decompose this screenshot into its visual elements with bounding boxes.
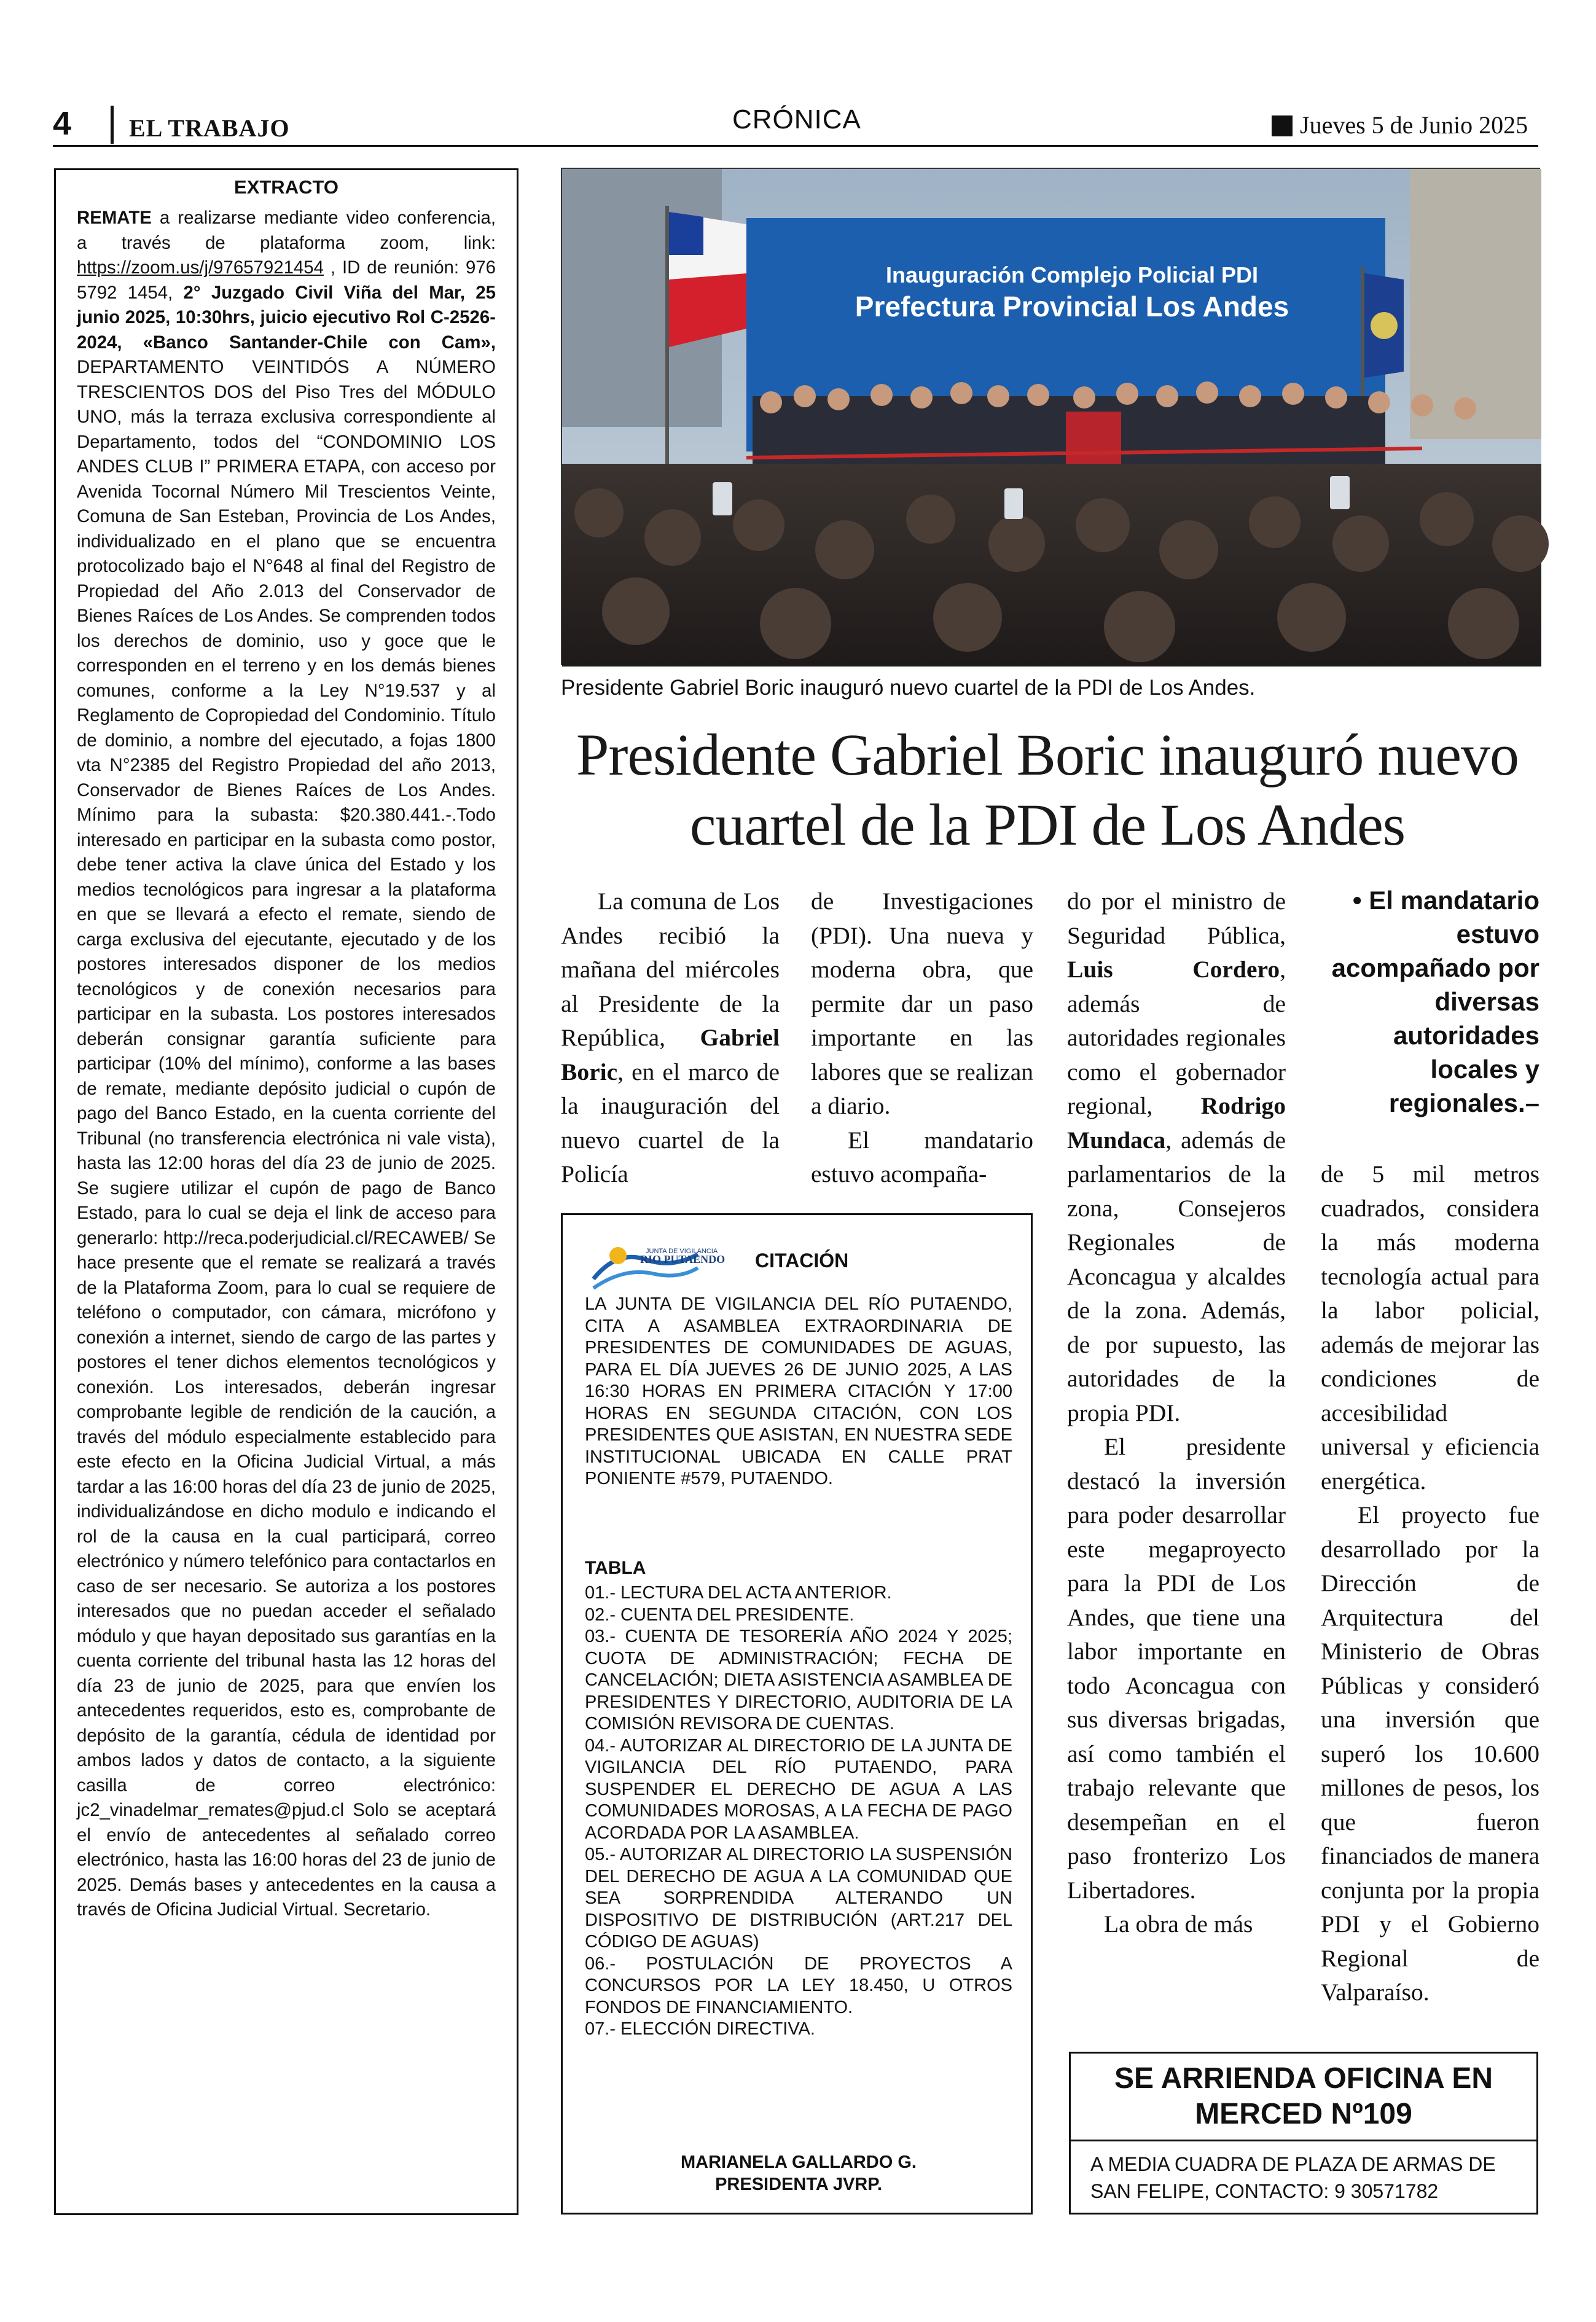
tabla-title: TABLA (585, 1558, 646, 1578)
crowd (562, 464, 1541, 666)
col3-text-e: , además de parlamentarios de la zona, Consejeros Regionales de Aconcagua y alcaldes de la zona. Además, de por supuesto, las autoridades de la propia PDI. (1067, 1126, 1286, 1426)
name-luis-cordero: Luis Cordero (1067, 956, 1280, 983)
remate-word: REMATE (77, 208, 152, 228)
header-divider (111, 106, 114, 144)
extracto-court-info: 2° Juzgado Civil Viña del Mar, 25 junio 2025, 10:30hrs, juicio ejecutivo Rol C-2526-2024, «Banco Santander-Chile con Cam», (77, 282, 496, 353)
extracto-notice (54, 168, 518, 2215)
extracto-text-1: a realizarse mediante video conferencia, a través de plataforma zoom, link: (77, 208, 496, 253)
tabla-list (585, 1582, 1012, 2041)
issue-date: Jueves 5 de Junio 2025 (1300, 111, 1528, 139)
zoom-link[interactable]: https://zoom.us/j/97657921454 (77, 257, 324, 278)
article-column-2 (811, 885, 1033, 1192)
citacion-signature (585, 2151, 1012, 2195)
article-headline (553, 720, 1542, 860)
newspaper-name: EL TRABAJO (129, 114, 290, 142)
page-number: 4 (53, 105, 72, 142)
banner-text-2: Prefectura Provincial Los Andes (855, 291, 1289, 322)
office-rent-ad (1069, 2052, 1538, 2214)
col1-text-a: La comuna de Los Andes recibió la mañana del miércoles al Presidente de la República, (561, 888, 780, 1051)
tabla-item: 05.- AUTORIZAR AL DIRECTORIO LA SUSPENSIÓN DEL DERECHO DE AGUA A LA COMUNIDAD QUE SEA SORPRENDIDA ALTERANDO UN DISPOSITIVO DE DISTRIBUCIÓN (ART.217 DEL CÓDIGO DE AGUAS) (585, 1845, 1012, 1952)
tabla-item: 02.- CUENTA DEL PRESIDENTE. (585, 1605, 855, 1625)
extracto-body (77, 206, 496, 1923)
tabla-item: 07.- ELECCIÓN DIRECTIVA. (585, 2019, 815, 2039)
headline-line-1: Presidente Gabriel Boric inauguró nuevo (576, 722, 1519, 788)
article-column-4 (1321, 1157, 1539, 2010)
header-rule (53, 145, 1538, 147)
tabla-item: 04.- AUTORIZAR AL DIRECTORIO DE LA JUNTA DE VIGILANCIA DEL RÍO PUTAENDO, PARA SUSPENDER EL DERECHO DE AGUA A LAS COMUNIDADES MOROSAS, A LA FECHA DE PAGO ACORDADA POR LA ASAMBLEA. (585, 1735, 1012, 1843)
citacion-notice (561, 1213, 1033, 2214)
col3-text-c: , además de autoridades regionales como el gobernador regional, (1067, 956, 1286, 1119)
extracto-text-2: , ID de reunión: 976 5792 1454, (77, 257, 496, 303)
ad-divider (1071, 2140, 1536, 2141)
col3-text-a: do por el ministro de Seguridad Pública, (1067, 888, 1286, 949)
citacion-title: CITACIÓN (755, 1249, 849, 1272)
tabla-item: 06.- POSTULACIÓN DE PROYECTOS A CONCURSOS POR LA LEY 18.450, U OTROS FONDOS DE FINANCIAMIENTO. (585, 1953, 1012, 2017)
col2-paragraph-1: de Investigaciones (PDI). Una nueva y moderna obra, que permite dar un paso importante en las labores que se realizan a diario. (811, 888, 1033, 1119)
article-column-1 (561, 885, 780, 1192)
photo-illustration (562, 169, 1541, 666)
name-rodrigo-mundaca: Rodrigo Mundaca (1067, 1092, 1286, 1154)
col2-paragraph-2: El mandatario estuvo acompaña- (811, 1126, 1033, 1187)
ad-contact-text: A MEDIA CUADRA DE PLAZA DE ARMAS DE SAN FELIPE, CONTACTO: 9 30571782 (1090, 2153, 1496, 2202)
article-blurb: • El mandatario estuvo acompañado por diversas autoridades locales y regionales.– (1331, 886, 1539, 1117)
signatory-role: PRESIDENTA JVRP. (715, 2175, 882, 2194)
logo-small-text: JUNTA DE VIGILANCIA (646, 1248, 718, 1255)
col4-paragraph-1: de 5 mil metros cuadrados, considera la más moderna tecnología actual para la labor policial, además de mejorar las condiciones de accesibilidad universal y eficiencia energética. (1321, 1160, 1539, 1495)
article-column-3 (1067, 885, 1286, 1942)
date-square-icon (1272, 115, 1293, 136)
citacion-intro: LA JUNTA DE VIGILANCIA DEL RÍO PUTAENDO, CITA A ASAMBLEA EXTRAORDINARIA DE PRESIDENTES DE COMUNIDADES DE AGUAS, PARA EL DÍA JUEVES 26 DE JUNIO 2025, A LAS 16:30 HORAS EN PRIMERA CITACIÓN Y 17:00 HORAS EN SEGUNDA CITACIÓN, CON LOS PRESIDENTES QUE ASISTAN, EN NUESTRA SEDE INSTITUCIONAL UBICADA EN CALLE PRAT PONIENTE #579, PUTAENDO. (585, 1294, 1012, 1488)
news-photo (561, 168, 1540, 665)
col1-text-c: , en el marco de la inauguración del nuevo cuartel de la Policía (561, 1058, 780, 1187)
photo-caption: Presidente Gabriel Boric inauguró nuevo cuartel de la PDI de Los Andes. (561, 676, 1256, 700)
section-name: CRÓNICA (732, 104, 861, 135)
col4-paragraph-2: El proyecto fue desarrollado por la Dirección de Arquitectura del Ministerio de Obras Públicas y consideró una inversión que superó los 10.600 millones de pesos, los que fueron financiados de manera conjunta por la propia PDI y el Gobierno Regional de Valparaíso. (1321, 1501, 1539, 2006)
tabla-item: 01.- LECTURA DEL ACTA ANTERIOR. (585, 1583, 892, 1603)
logo-text: RIO PUTAENDO (640, 1253, 726, 1265)
ad-title: SE ARRIENDA OFICINA EN MERCED Nº109 (1114, 2062, 1493, 2130)
extracto-title: EXTRACTO (234, 176, 338, 198)
extracto-text-3: DEPARTAMENTO VEINTIDÓS A NÚMERO TRESCIENTOS DOS del Piso Tres del MÓDULO UNO, más la terraza exclusiva correspondiente al Departamento, todos del “CONDOMINIO LOS ANDES CLUB I” PRIMERA ETAPA, con acceso por Avenida Tocornal Número Mil Trescientos Veinte, Comuna de San Esteban, Provincia de Los Andes, individualizado en el plano que se encuentra protocolizado bajo el N°648 al final del Registro de Propiedad del Año 2.013 del Conservador de Bienes Raíces de Los Andes. Se comprenden todos los derechos de dominio, uso y goce que le corresponden en el terreno y en los demás bienes comunes, conforme a la Ley N°19.537 y al Reglamento de Copropiedad del Condominio. Título de dominio, a nombre del ejecutado, a fojas 1800 vta N°2385 del Registro Propiedad del año 2013, Conservador de Bienes Raíces de Los Andes. Mínimo para la subasta: $20.380.441.-.Todo interesado en participar en la subasta como postor, debe tener activa la clave única del Estado y los medios tecnológicos para ingresar a la plataforma en que se llevará a efecto el remate, siendo de carga exclusiva del ejecutante, ejecutado y de los postores interesados disponer de los medios tecnológicos y de conexión necesarios para participar en la subasta. Los postores interesados deberán consignar garantía suficiente para participar (10% del mínimo), conforme a las bases de remate, mediante depósito judicial o cupón de pago del Banco Estado, en la cuenta corriente del Tribunal (no transferencia electrónica ni vale vista), hasta las 12:00 horas del día 23 de junio de 2025. Se sugiere utilizar el cupón de pago de Banco Estado, para lo cual se deja el link de acceso para generarlo: http://reca.poderjudicial.cl/RECAWEB/ Se hace presente que el remate se realizará a través de la Plataforma Zoom, para lo cual se requiere de teléfono o computador, con cámara, micrófono y conexión a internet, siendo de cargo de las partes y postores el tener dichos elementos tecnológicos y conexión. Los interesados, deberán ingresar comprobante legible de rendición de la caución, a través del módulo especialmente establecido para este efecto en la Oficina Judicial Virtual, a más tardar a las 16:00 horas del día 23 de junio de 2025, individualizándose en dicho modulo e indicando el rol de la causa en la cual participará, correo electrónico y número telefónico para contactarlos en caso de ser necesario. Se autoriza a los postores interesados que no puedan acceder el señalado módulo y que hayan depositado sus garantías en la cuenta corriente del tribunal hasta las 12 horas del día 23 de junio de 2025, para que envíen los antecedentes requeridos, esto es, comprobante de depósito de la garantía, cédula de identidad por ambos lados y datos de contacto, a la siguiente casilla de correo electrónico: jc2_vinadelmar_remates@pjud.cl Solo se aceptará el envío de antecedentes al señalado correo electrónico, hasta las 16:00 horas del 23 de junio de 2025. Demás bases y antecedentes en la causa a través de Oficina Judicial Virtual. Secretario. (77, 357, 496, 1920)
col3-paragraph-3: La obra de más (1104, 1910, 1253, 1937)
banner-text-1: Inauguración Complejo Policial PDI (885, 262, 1259, 287)
name-gabriel-boric: Gabriel Boric (561, 1024, 780, 1085)
signatory-name: MARIANELA GALLARDO G. (681, 2152, 917, 2172)
col3-paragraph-2: El presidente destacó la inversión para poder desarrollar este megaproyecto para la PDI de Los Andes, que tiene una labor importante en todo Aconcagua con sus diversas brigadas, así como también el trabajo relevante que desempeñan en el paso fronterizo Los Libertadores. (1067, 1433, 1286, 1904)
tabla-item: 03.- CUENTA DE TESORERÍA AÑO 2024 Y 2025; CUOTA DE ADMINISTRACIÓN; FECHA DE CANCELACIÓN; DIETA ASISTENCIA ASAMBLEA DE PRESIDENTES Y DIRECTORIO, AUDITORIA DE LA COMISIÓN REVISORA DE CUENTAS. (585, 1627, 1012, 1734)
headline-line-2: cuartel de la PDI de Los Andes (689, 792, 1406, 858)
rio-putaendo-logo (581, 1230, 726, 1304)
